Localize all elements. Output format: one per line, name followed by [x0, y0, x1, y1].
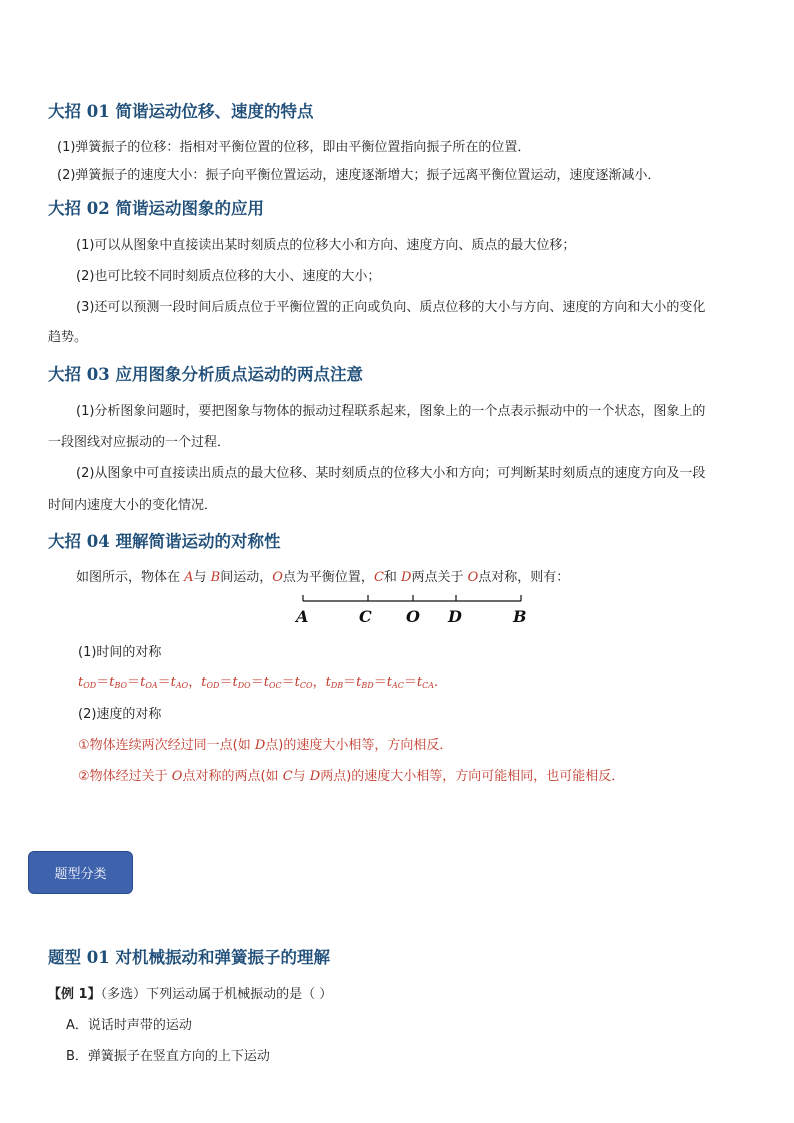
time-term: $t_{DO}$: [232, 675, 251, 690]
category-badge: 题型分类: [28, 851, 133, 894]
time-term: $t_{CA}$: [416, 675, 434, 690]
paragraph: 时间内速度大小的变化情况．: [48, 498, 218, 513]
equals-sign: ＝: [343, 675, 357, 690]
point-label-a: A: [296, 607, 309, 626]
time-term: $t_{BD}$: [356, 675, 374, 690]
time-term: $t_{OD}$: [78, 675, 97, 690]
time-symmetry-title: (1)时间的对称: [78, 645, 162, 660]
section-heading-4: 大招 04 理解简谐运动的对称性: [48, 532, 281, 551]
option-b: B．弹簧振子在竖直方向的上下运动: [66, 1049, 270, 1064]
time-term: $t_{OA}$: [140, 675, 158, 690]
section-heading-1: 大招 01 简谐运动位移、速度的特点: [48, 102, 314, 121]
speed-symmetry-title: (2)速度的对称: [78, 707, 162, 722]
equals-sign: ＝: [96, 675, 110, 690]
time-term: $t_{AC}$: [386, 675, 404, 690]
paragraph: 一段图线对应振动的一个过程．: [48, 435, 231, 450]
section-heading-3: 大招 03 应用图象分析质点运动的两点注意: [48, 365, 363, 384]
equals-sign: ＝: [281, 675, 295, 690]
point-label-o: O: [406, 607, 420, 626]
paragraph: (1)弹簧振子的位移：指相对平衡位置的位移，即由平衡位置指向振子所在的位置．: [57, 140, 531, 155]
paragraph: (2)弹簧振子的速度大小：振子向平衡位置运动，速度逐渐增大；振子远离平衡位置运动，速度逐渐减小．: [57, 168, 661, 183]
section-heading-2: 大招 02 简谐运动图象的应用: [48, 199, 264, 218]
paragraph: (2)也可比较不同时刻质点位移的大小、速度的大小；: [76, 269, 381, 284]
time-term: $t_{OD}$: [201, 675, 220, 690]
paragraph: (1)分析图象问题时，要把图象与物体的振动过程联系起来，图象上的一个点表示振动中的一个状态，图象上的: [76, 404, 706, 419]
section-heading-5: 题型 01 对机械振动和弹簧振子的理解: [48, 948, 330, 967]
time-term: $t_{DB}$: [325, 675, 344, 690]
equals-sign: ＝: [157, 675, 171, 690]
time-term: $t_{BO}$: [109, 675, 128, 690]
paragraph: (2)从图象中可直接读出质点的最大位移、某时刻质点的位移大小和方向；可判断某时刻质点的速度方向及一段: [76, 466, 706, 481]
question-1: 【例 1】（多选）下列运动属于机械振动的是（ ）: [48, 987, 333, 1002]
option-a: A．说话时声带的运动: [66, 1018, 192, 1033]
paragraph: (3)还可以预测一段时间后质点位于平衡位置的正向或负向、质点位移的大小与方向、速度的方向和大小的变化: [76, 300, 706, 315]
separator: .: [434, 675, 439, 690]
paragraph: 如图所示，物体在 A与 B间运动，O点为平衡位置，C和 D两点关于 O点对称，则有：: [76, 570, 570, 585]
equals-sign: ＝: [373, 675, 387, 690]
point-label-b: B: [513, 607, 527, 626]
time-term: $t_{OC}$: [263, 675, 282, 690]
separator: ，: [188, 675, 202, 690]
equals-sign: ＝: [403, 675, 417, 690]
point-label-c: C: [359, 607, 372, 626]
position-axis-diagram: [295, 592, 535, 628]
time-term: $t_{CO}$: [294, 675, 313, 690]
point-label-d: D: [448, 607, 462, 626]
question-label: 【例 1】: [48, 987, 101, 1002]
paragraph: (1)可以从图象中直接读出某时刻质点的位移大小和方向、速度方向、质点的最大位移；: [76, 238, 576, 253]
equals-sign: ＝: [127, 675, 141, 690]
equals-sign: ＝: [250, 675, 264, 690]
paragraph: 趋势。: [48, 330, 88, 345]
equals-sign: ＝: [219, 675, 233, 690]
time-symmetry-formula: [78, 671, 438, 690]
time-term: $t_{AO}$: [170, 675, 189, 690]
separator: ，: [312, 675, 326, 690]
speed-symmetry-2: ②物体经过关于 O点对称的两点(如 C与 D两点)的速度大小相等，方向可能相同，也可能相反．: [78, 769, 625, 784]
speed-symmetry-1: ①物体连续两次经过同一点(如 D点)的速度大小相等，方向相反．: [78, 738, 453, 753]
